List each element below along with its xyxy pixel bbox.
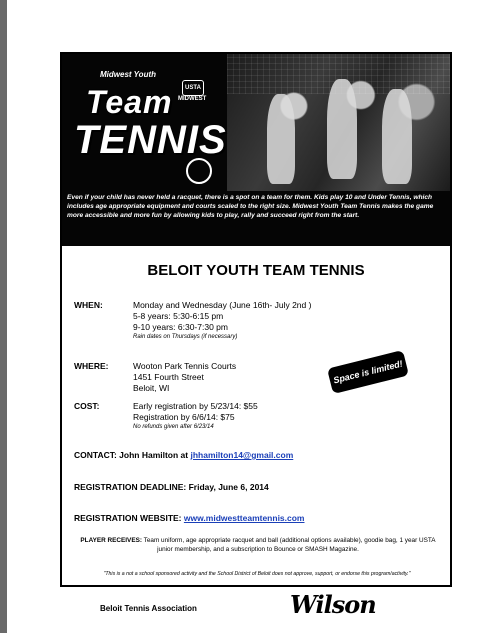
deadline-row: REGISTRATION DEADLINE: Friday, June 6, 2014	[74, 482, 269, 492]
player-receives	[80, 537, 436, 554]
where-venue: Wooton Park Tennis Courts	[133, 361, 237, 371]
beloit-tennis-association: Beloit Tennis Association	[100, 604, 197, 613]
receives-text: Team uniform, age appropriate racquet and ball (additional options available), goodie bag, 1 year USTA junior membership, and a subscription to Bounce or SMASH Magazine.	[143, 537, 436, 553]
wilson-logo: Wilson	[290, 590, 376, 619]
where-street: 1451 Fourth Street	[133, 372, 204, 382]
where-details	[133, 361, 236, 394]
cost-details	[133, 401, 258, 431]
when-session-2: 9-10 years: 6:30-7:30 pm	[133, 322, 228, 332]
tennis-ball-icon	[186, 158, 212, 184]
when-session-1: 5-8 years: 5:30-6:15 pm	[133, 311, 224, 321]
kid-figure	[327, 79, 357, 179]
website-link[interactable]: www.midwestteamtennis.com	[183, 513, 305, 523]
logo-top-text: Midwest Youth	[100, 70, 156, 79]
usta-logo: USTA	[182, 80, 204, 96]
logo-team-text: Team	[86, 84, 173, 120]
space-limited-badge: Space is limited!	[327, 350, 409, 394]
cost-regular: Registration by 6/6/14: $75	[133, 412, 235, 422]
page-title: BELOIT YOUTH TEAM TENNIS	[147, 262, 365, 279]
contact-label: CONTACT: John Hamilton at	[74, 450, 189, 460]
where-city: Beloit, WI	[133, 383, 170, 393]
when-days: Monday and Wednesday (June 16th- July 2nd )	[133, 300, 312, 310]
cost-early: Early registration by 5/23/14: $55	[133, 401, 258, 411]
contact-email-link[interactable]: jhhamilton14@gmail.com	[190, 450, 294, 460]
cost-label: COST:	[74, 401, 100, 411]
team-tennis-logo	[68, 66, 238, 191]
contact-row	[74, 450, 293, 460]
hero-banner	[62, 54, 450, 246]
when-label: WHEN:	[74, 300, 103, 310]
cost-note: No refunds given after 6/23/14	[133, 424, 214, 430]
website-row	[74, 513, 305, 523]
when-note: Rain dates on Thursdays (if necessary)	[133, 334, 238, 340]
when-details	[133, 300, 311, 341]
left-border-bar	[0, 0, 7, 633]
logo-tennis-text: TENNIS	[74, 118, 227, 162]
kid-figure	[267, 94, 295, 184]
intro-text: Even if your child has never held a racquet, there is a spot on a team for them. Kids play 10 and Under Tennis, which includes age appropriate equipment and courts scaled to the right size. Midwest Youth Team Tennis makes the game more accessible and more fun by allowing kids to play, rally and succeed right from the start.	[67, 194, 434, 219]
website-label: REGISTRATION WEBSITE:	[74, 513, 182, 523]
flyer	[60, 52, 452, 587]
usta-sub-text: MIDWEST	[178, 96, 207, 102]
receives-label: PLAYER RECEIVES:	[80, 537, 142, 544]
kid-figure	[382, 89, 412, 184]
disclaimer: "This is a not a school sponsored activity and the School District of Beloit does not approve, support, or endorse this program/activity."	[103, 571, 411, 577]
where-label: WHERE:	[74, 361, 109, 371]
